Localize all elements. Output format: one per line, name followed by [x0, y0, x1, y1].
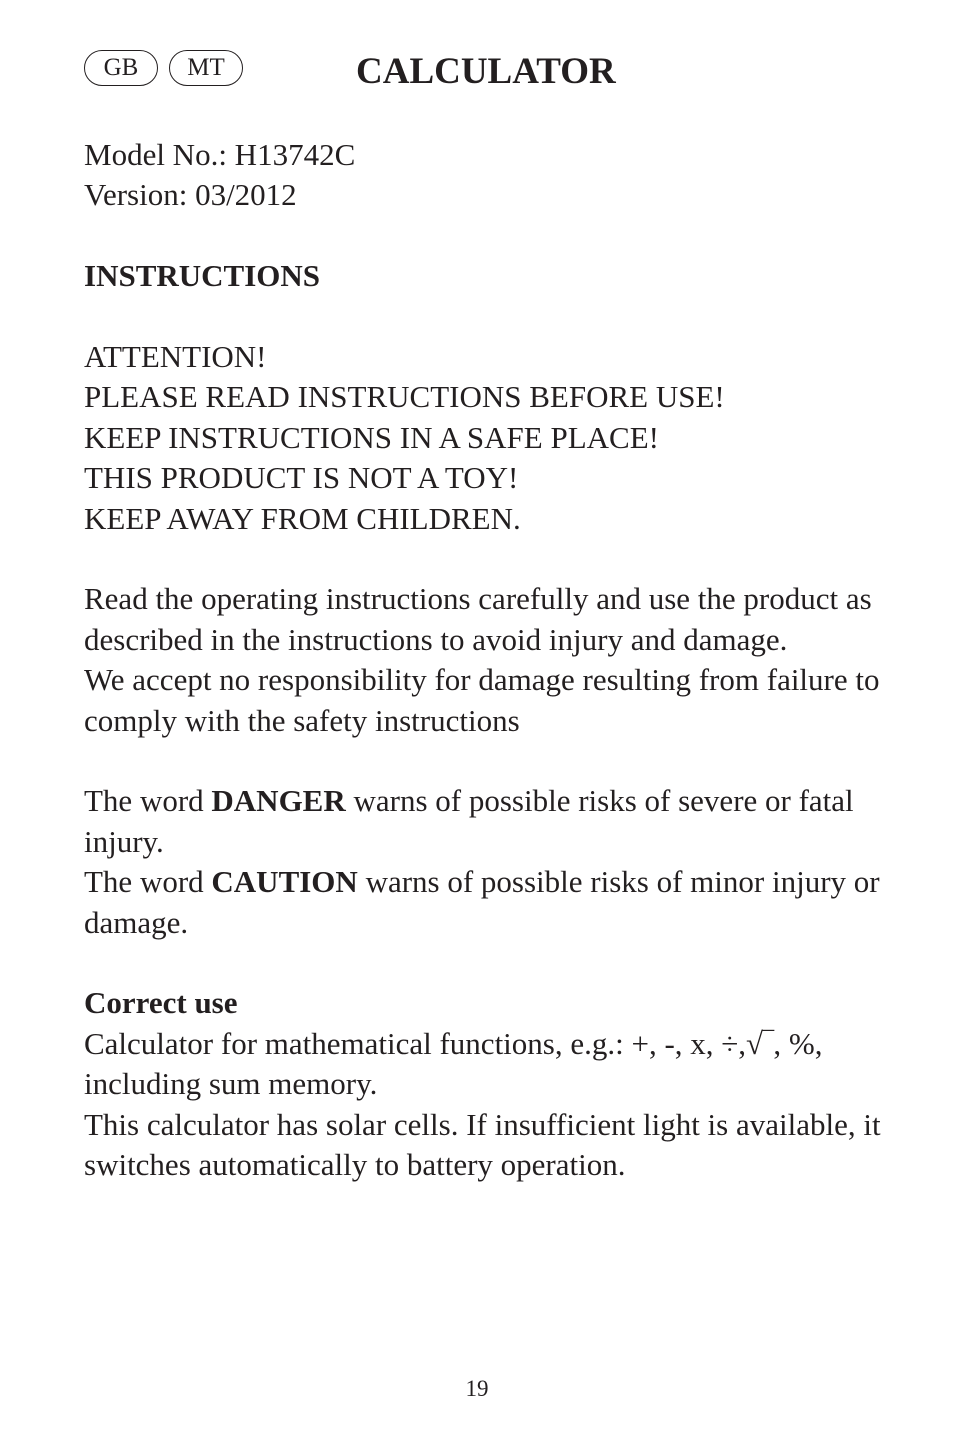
caution-definition	[84, 862, 904, 943]
warning-line: ATTENTION!	[84, 339, 267, 374]
language-badge-gb: GB	[84, 50, 158, 86]
language-badge-mt: MT	[169, 50, 243, 86]
page-title: CALCULATOR	[356, 51, 616, 92]
language-badges	[84, 50, 243, 86]
warning-list	[84, 337, 904, 539]
intro-paragraph: Read the operating instructions carefully and use the product as described in the instructions to avoid injury and damage.	[84, 581, 872, 657]
page-number: 19	[465, 1376, 489, 1401]
danger-suffix: warns of possible risks of severe or fatal injury.	[84, 783, 854, 859]
version: Version: 03/2012	[84, 177, 297, 213]
caution-suffix: warns of possible risks of minor injury or damage.	[84, 864, 880, 940]
correct-use-heading: Correct use	[84, 985, 238, 1021]
warning-line: THIS PRODUCT IS NOT A TOY!	[84, 460, 519, 496]
correct-use-functions: Calculator for mathematical functions, e.g.: +, -, x, ÷,√‾, %, including sum memory.	[84, 1025, 823, 1102]
danger-keyword: DANGER	[211, 783, 346, 819]
warning-line: KEEP AWAY FROM CHILDREN.	[84, 500, 521, 536]
danger-prefix: The word	[84, 783, 212, 819]
main-content	[84, 135, 904, 1185]
warning-line: PLEASE READ INSTRUCTIONS BEFORE USE!	[84, 379, 725, 415]
caution-keyword: CAUTION	[211, 864, 358, 900]
liability-paragraph: We accept no responsibility for damage resulting from failure to comply with the safety instructions	[84, 662, 880, 738]
instructions-heading: INSTRUCTIONS	[84, 258, 321, 294]
correct-use-power: This calculator has solar cells. If insufficient light is available, it switches automatically to battery operation.	[84, 1106, 881, 1183]
danger-definition	[84, 781, 904, 862]
warning-line: KEEP INSTRUCTIONS IN A SAFE PLACE!	[84, 419, 659, 455]
caution-prefix: The word	[84, 864, 212, 900]
model-number: Model No.: H13742C	[84, 137, 356, 172]
